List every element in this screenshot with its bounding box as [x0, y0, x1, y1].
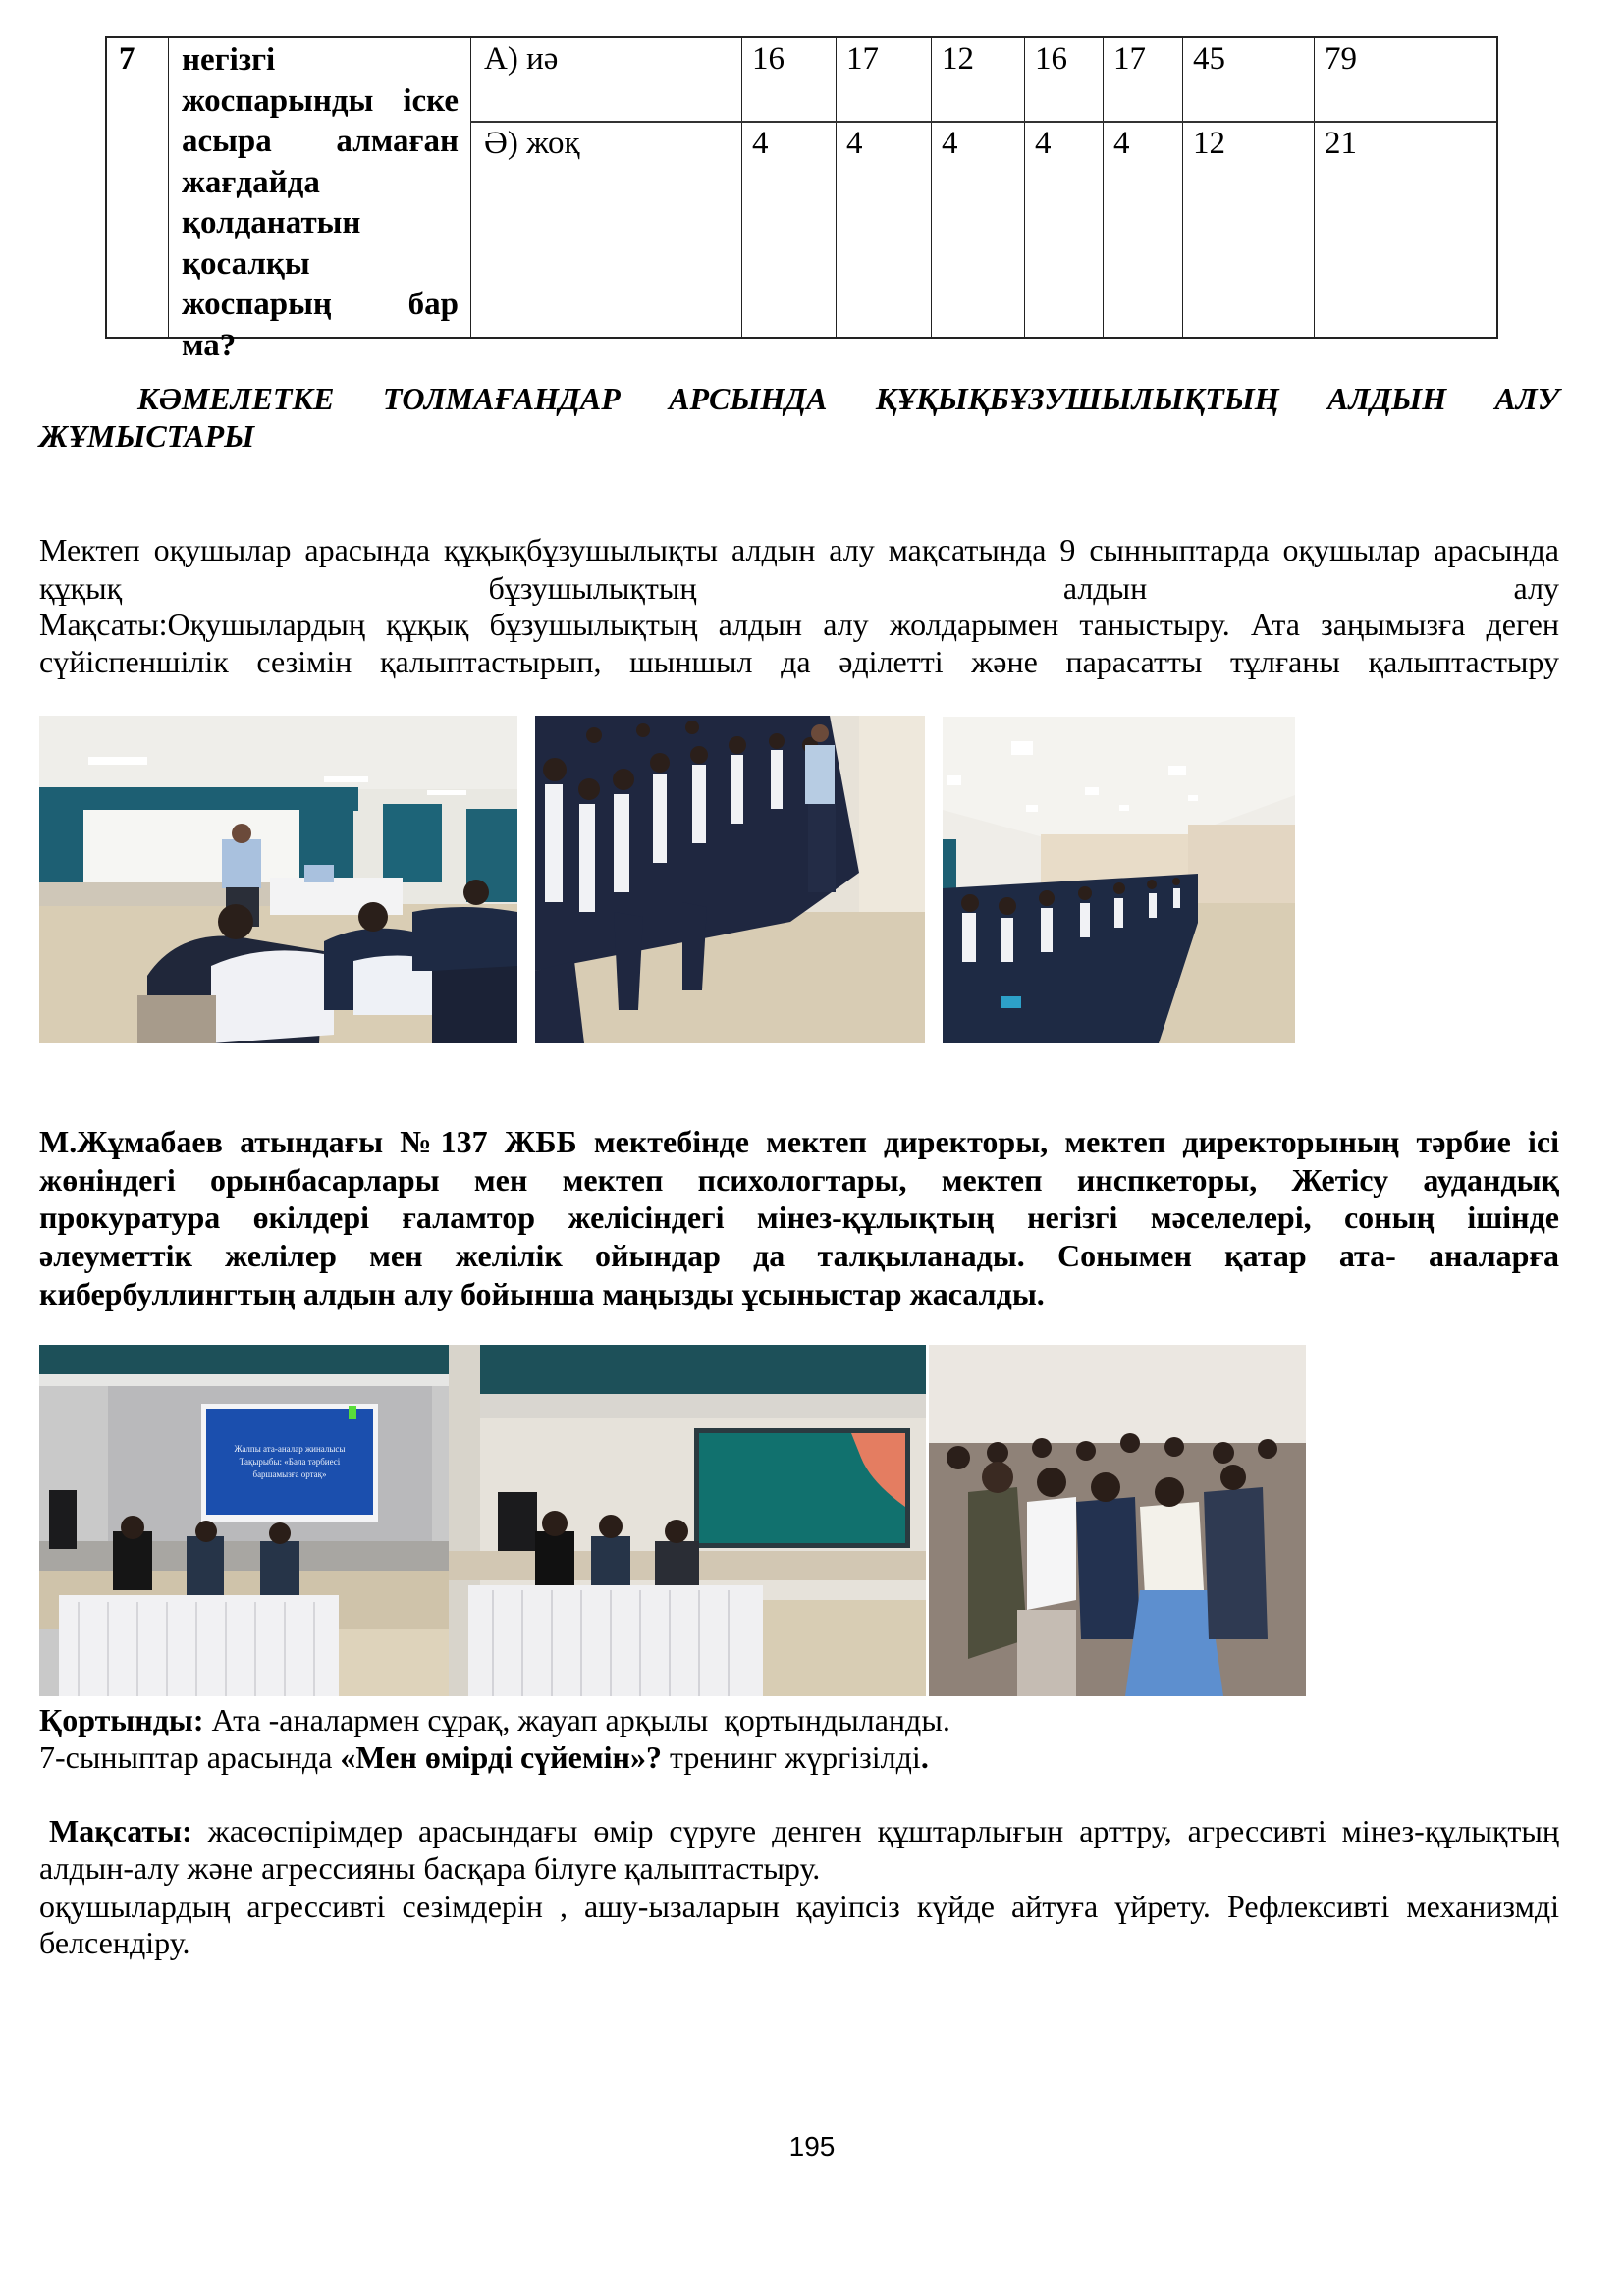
paragraph-line: жөніндегі орынбасарлары мен мектеп психологтары, мектеп инспкеторы, Жетісу аудандық	[39, 1162, 1559, 1198]
value-cell: 21	[1325, 126, 1357, 161]
question-line: асыра алмаған	[182, 124, 459, 159]
question-line: жоспарың бар	[182, 287, 459, 322]
screen-line: баршамызға ортақ»	[252, 1469, 327, 1479]
goal-line	[49, 1812, 1559, 1849]
training-line	[39, 1738, 1559, 1776]
question-line: жоспарынды іске	[182, 82, 459, 119]
value-cell: 79	[1325, 41, 1357, 77]
value-cell: 45	[1193, 41, 1225, 77]
value-cell: 17	[846, 41, 879, 77]
auditorium-photo	[943, 717, 1295, 1043]
question-line: ма?	[182, 327, 237, 363]
value-cell: 12	[1193, 126, 1225, 161]
parents-meeting-stage-photo	[39, 1345, 449, 1696]
training-title: «Мен өмірді сүйемін»?	[340, 1739, 662, 1775]
officials-panel-photo	[449, 1345, 926, 1696]
table-column-divider	[836, 38, 837, 337]
section-heading-line-1: КӘМЕЛЕТКЕ ТОЛМАҒАНДАР АРСЫНДА ҚҰҚЫҚБҰЗУШЫЛЫҚТЫҢ АЛДЫН АЛУ	[137, 381, 1559, 416]
table-column-divider	[1024, 38, 1025, 337]
section-heading-line-2: ЖҰМЫСТАРЫ	[39, 418, 255, 454]
value-cell: 16	[752, 41, 785, 77]
table-column-divider	[931, 38, 932, 337]
question-line: жағдайда	[182, 164, 320, 200]
value-cell: 4	[846, 126, 863, 161]
paragraph-line: сүйіспеншілік сезімін қалыптастырып, шыншыл да әділетті және парасатты тұлғаны қалыптастыру	[39, 644, 1559, 679]
training-prefix: 7-сыныптар арасында	[39, 1739, 341, 1775]
question-line: қосалқы	[182, 245, 310, 282]
screen-line: Жалпы ата-аналар жиналысы	[234, 1444, 346, 1454]
presentation-screen-text	[208, 1443, 371, 1481]
training-end: .	[920, 1739, 929, 1775]
question-line: қолданатын	[182, 205, 361, 240]
value-cell: 12	[942, 41, 974, 77]
question-line: негізгі	[182, 42, 276, 78]
table-column-divider	[1314, 38, 1315, 337]
value-cell: 4	[1035, 126, 1052, 161]
conclusion-line	[39, 1701, 1559, 1738]
table-column-divider	[168, 38, 169, 337]
paragraph-line: М.Жұмабаев атындағы №137 ЖББ мектебінде мектеп директоры, мектеп директорының тәрбие ісі	[39, 1124, 1559, 1159]
answer-label: А) иә	[484, 41, 559, 77]
goal-label: Мақсаты:	[49, 1813, 192, 1848]
goal-line: алдын-алу және агрессияны басқара білуге қалыптастыру.	[39, 1850, 821, 1886]
paragraph-line: кибербуллингтың алдын алу бойынша маңызды ұсыныстар жасалды.	[39, 1276, 1045, 1311]
value-cell: 17	[1113, 41, 1146, 77]
hall-lecture-photo	[39, 716, 517, 1043]
conclusion-text: Ата -аналармен сұрақ, жауап арқылы қортындыланды.	[203, 1702, 950, 1737]
goal-line: белсендіру.	[39, 1925, 190, 1960]
paragraph-line: Мақсаты:Оқушылардың құқық бұзушылықтың алдын алу жолдарымен таныстыру. Ата заңымызға деген	[39, 607, 1559, 642]
parents-audience-photo	[929, 1345, 1306, 1696]
conclusion-label: Қортынды:	[39, 1702, 204, 1737]
paragraph-line: прокуратура өкілдері ғаламтор желісіндегі мінез-құлықтың негізгі мәселелері, соның ішінде	[39, 1200, 1559, 1235]
table-row-number: 7	[119, 41, 135, 77]
paragraph-line: әлеуметтік желілер мен желілік ойындар да талқыланады. Сонымен қатар ата- аналарға	[39, 1238, 1559, 1273]
value-cell: 4	[752, 126, 769, 161]
answer-label: Ә) жоқ	[484, 126, 580, 161]
paragraph-line: Мектеп оқушылар арасында құқықбұзушылықты алдын алу мақсатында 9 сынныптарда оқушылар арасында	[39, 532, 1559, 567]
paragraph-line: құқық бұзушылықтың алдын алу	[39, 570, 1559, 606]
value-cell: 16	[1035, 41, 1067, 77]
table-column-divider	[470, 38, 471, 337]
goal-line: оқушылардың агрессивті сезімдерін , ашу-ызаларын қауіпсіз күйде айтуға үйрету. Рефлексивті механизмді	[39, 1889, 1559, 1924]
value-cell: 4	[942, 126, 958, 161]
table-column-divider	[1182, 38, 1183, 337]
students-seated-photo	[535, 716, 925, 1043]
table-row-divider	[470, 121, 1496, 123]
table-column-divider	[1103, 38, 1104, 337]
value-cell: 4	[1113, 126, 1130, 161]
table-column-divider	[741, 38, 742, 337]
page-number: 195	[788, 2131, 836, 2162]
screen-line: Тақырыбы: «Бала тәрбиесі	[239, 1457, 341, 1467]
goal-text: жасөспірімдер арасындағы өмір сүруге денген құштарлығын арттру, агрессивті мінез-құлықтың	[191, 1813, 1559, 1848]
training-suffix: тренинг жүргізілді	[661, 1739, 921, 1775]
table-question-cell	[182, 40, 459, 366]
